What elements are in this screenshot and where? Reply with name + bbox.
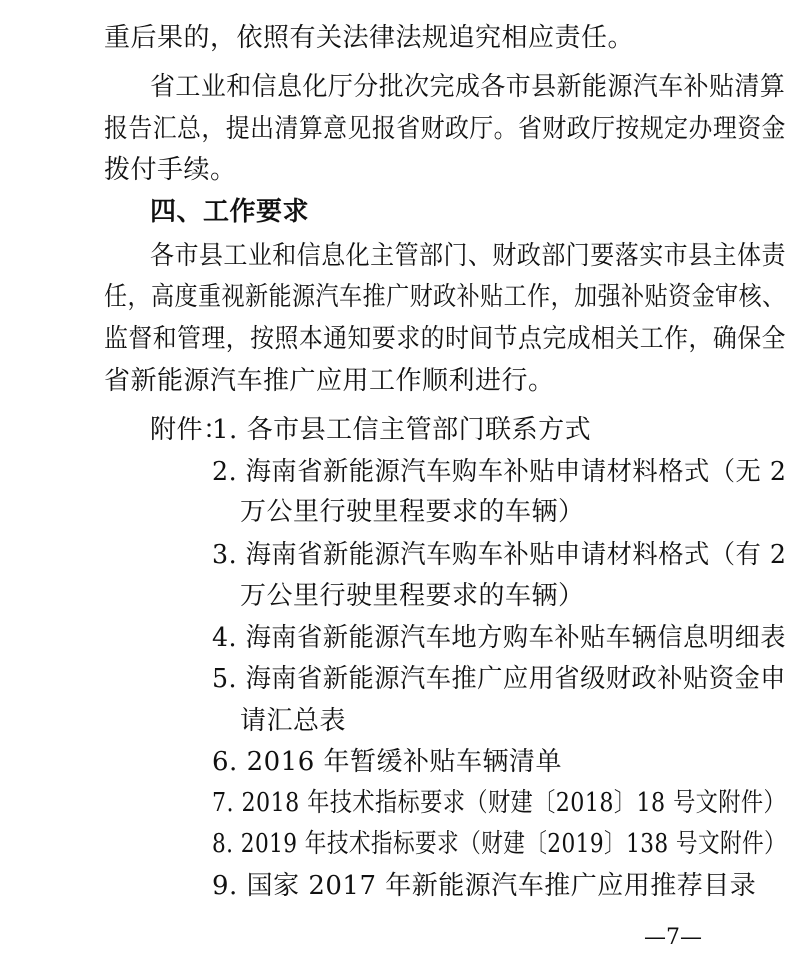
attachment-item-8: 8. 2019 年技术指标要求（财建〔2019〕138 号文附件） [212,829,787,860]
paragraph-line: 各市县工业和信息化主管部门、财政部门要落实市县主体责 [150,240,786,271]
paragraph-line: 省新能源汽车推广应用工作顺利进行。 [104,365,555,396]
attachment-item-5: 5. 海南省新能源汽车推广应用省级财政补贴资金申 [212,664,786,695]
paragraph-line: 报告汇总，提出清算意见报省财政厅。省财政厅按规定办理资金 [104,113,786,144]
page-number: —7— [644,925,702,950]
paragraph-line: 重后果的，依照有关法律法规追究相应责任。 [104,23,635,53]
section-heading: 四、工作要求 [150,197,310,228]
attachment-item-2-cont: 万公里行驶里程要求的车辆） [240,497,585,528]
attachment-item-9: 9. 国家 2017 年新能源汽车推广应用推荐目录 [212,871,757,901]
attachment-item-1: 1. 各市县工信主管部门联系方式 [212,414,592,445]
attachment-item-5-cont: 请汇总表 [240,705,347,736]
attachment-item-6: 6. 2016 年暂缓补贴车辆清单 [212,746,563,777]
attachment-item-4: 4. 海南省新能源汽车地方购车补贴车辆信息明细表 [212,623,786,654]
paragraph-line: 任，高度重视新能源汽车推广财政补贴工作，加强补贴资金审核、 [104,282,786,313]
attachment-item-7: 7. 2018 年技术指标要求（财建〔2018〕18 号文附件） [212,788,787,819]
paragraph-line: 省工业和信息化厅分批次完成各市县新能源汽车补贴清算 [150,71,786,102]
paragraph-line: 拨付手续。 [104,155,237,186]
attachment-item-3-cont: 万公里行驶里程要求的车辆） [240,580,585,611]
paragraph-line: 监督和管理，按照本通知要求的时间节点完成相关工作，确保全 [104,324,786,355]
attachment-item-2: 2. 海南省新能源汽车购车补贴申请材料格式（无 2 [212,456,787,487]
attachments-label: 附件： [150,414,230,445]
attachment-item-3: 3. 海南省新能源汽车购车补贴申请材料格式（有 2 [212,539,787,570]
